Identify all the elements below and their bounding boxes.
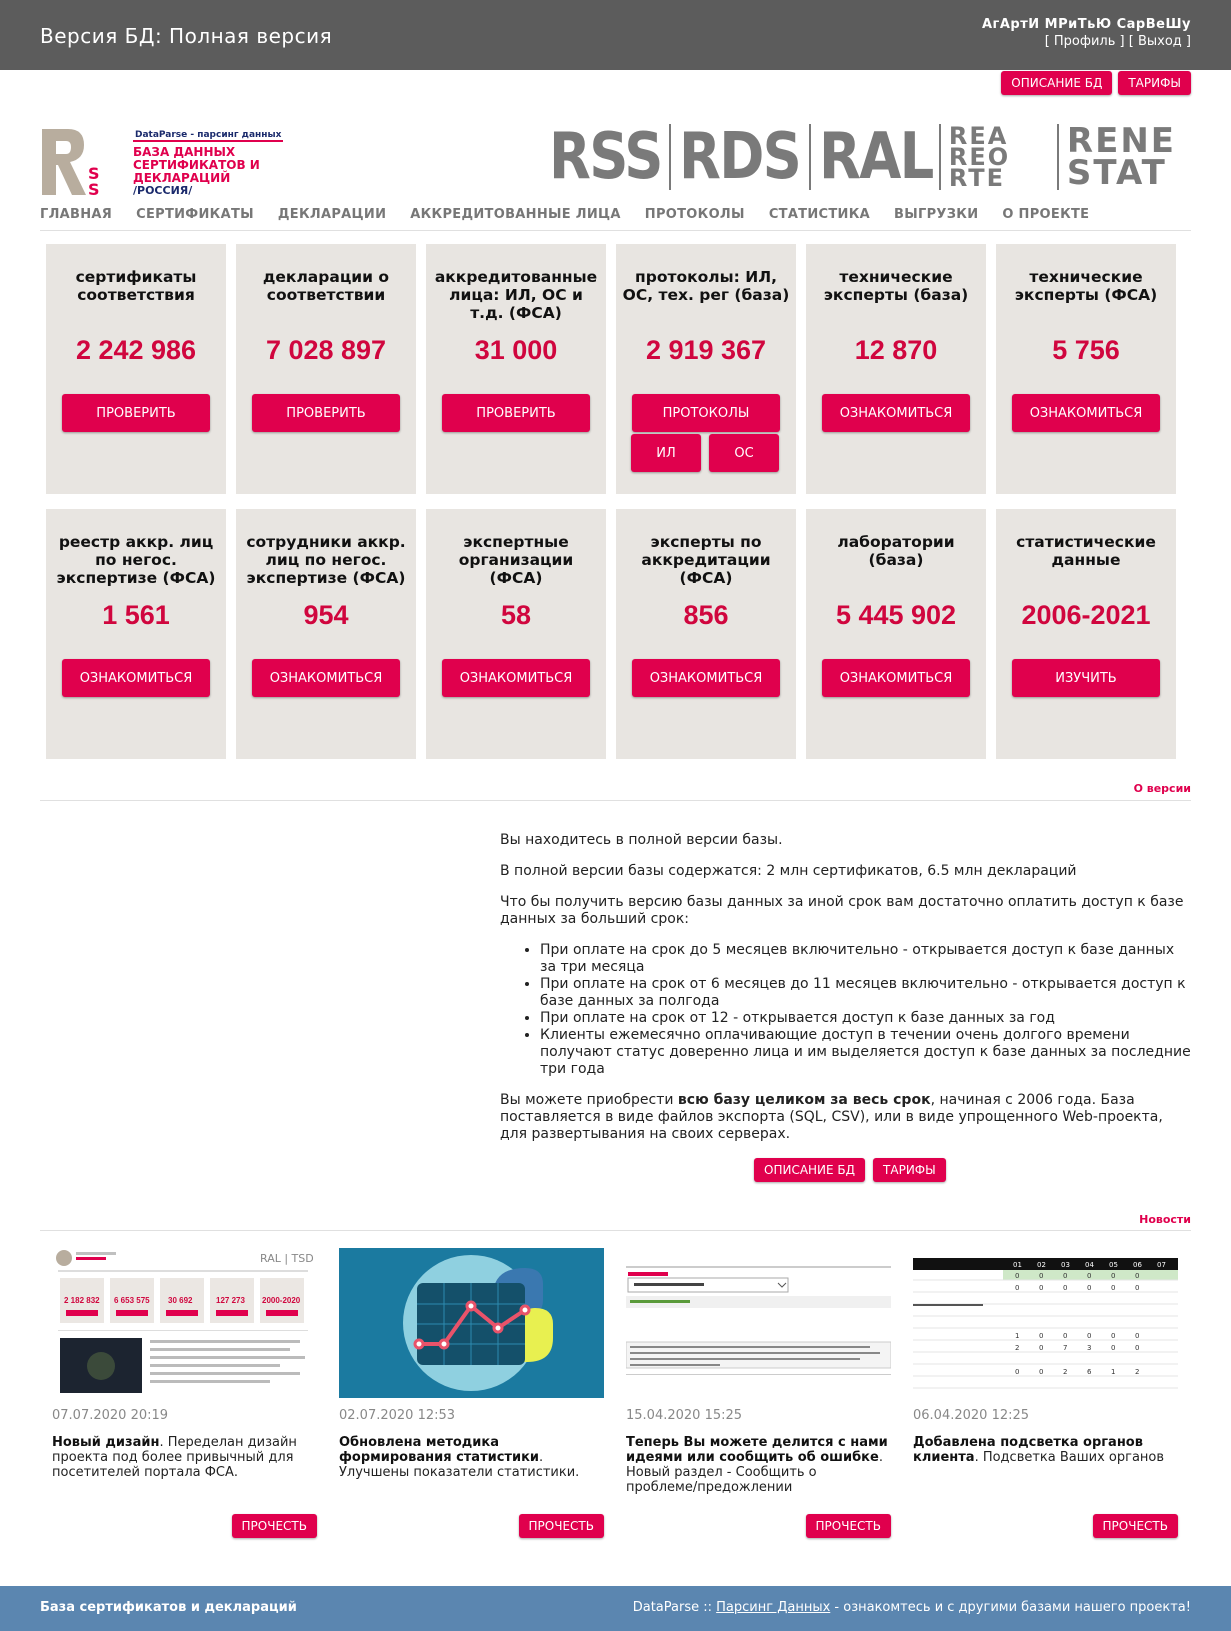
svg-text:0: 0 [1135,1284,1140,1292]
svg-text:0: 0 [1015,1272,1020,1280]
card-check-button[interactable]: ПРОВЕРИТЬ [62,394,210,432]
brand-separator [669,124,671,190]
card-title: лаборатории (база) [837,533,955,569]
logo-line3: ДЕКЛАРАЦИЙ [133,171,231,186]
footer-title: База сертификатов и деклараций [40,1600,297,1615]
news-text [626,1435,891,1495]
footer-right [633,1600,1191,1615]
brand-rene-line2: STAT [1066,153,1167,193]
info-list-item: • Клиенты ежемесячно оплачивающие доступ в течении очень долгого времени получают статус доверенно лица и им выделяется доступ к базе данных за последние три года [540,1027,1192,1078]
svg-text:2: 2 [1135,1368,1140,1376]
card-title: декларации о соответствии [262,268,390,304]
news-date: 07.07.2020 20:19 [52,1408,169,1423]
info-buttons [754,1158,946,1182]
news-headline: Новый дизайн [52,1435,160,1450]
svg-text:6 653 575: 6 653 575 [114,1296,150,1305]
nav-about[interactable]: О ПРОЕКТЕ [1002,207,1090,222]
card-value: 5 445 902 [835,600,957,630]
svg-text:0: 0 [1135,1272,1140,1280]
stat-card-protocols [616,244,796,494]
stat-card-tech-experts-base [806,244,986,494]
svg-text:6: 6 [1087,1368,1092,1376]
stat-card-staff-nongov [236,509,416,759]
version-info [500,832,1192,1157]
footer-text: DataParse :: [632,1600,717,1615]
news-date: 15.04.2020 15:25 [626,1408,743,1423]
news-link[interactable]: Новости [1139,1213,1191,1226]
svg-text:0: 0 [1111,1344,1116,1352]
card-value: 2 919 367 [645,335,767,365]
svg-text:0: 0 [1087,1284,1092,1292]
logo-line1: БАЗА ДАННЫХ [133,145,236,160]
svg-text:S: S [88,164,100,183]
svg-text:2: 2 [1063,1368,1068,1376]
news-summary: . Подсветка Ваших органов [974,1450,1165,1465]
info-bold-text: всю базу целиком за весь срок [677,1092,931,1108]
stat-card-certificates [46,244,226,494]
card-view-button[interactable]: ОЗНАКОМИТЬСЯ [62,659,210,697]
read-news-button[interactable]: ПРОЧЕСТЬ [232,1514,317,1538]
logo-line2: СЕРТИФИКАТОВ И [133,158,260,173]
news-thumbnail-highlight-table[interactable] [913,1248,1178,1398]
stat-card-statistics [996,509,1176,759]
stats-grid [46,244,1176,759]
card-view-button[interactable]: ОЗНАКОМИТЬСЯ [442,659,590,697]
user-name: АгАртИ МРиТьЮ СарВеШу [982,17,1191,32]
svg-text:07: 07 [1157,1261,1166,1269]
info-list-item: • При оплате на срок от 12 - открывается доступ к базе данных за год [540,1010,1192,1027]
svg-text:0: 0 [1039,1284,1044,1292]
stat-card-declarations [236,244,416,494]
news-summary: . Новый раздел - Сообщить о проблеме/предожлении [626,1450,883,1495]
card-title: технические эксперты (база) [823,268,969,304]
card-value: 12 870 [854,335,938,365]
svg-text:0: 0 [1111,1284,1116,1292]
svg-text:2000-2020: 2000-2020 [262,1296,301,1305]
card-title: аккредитованные лица: ИЛ, ОС и т.д. (ФСА) [434,268,598,322]
svg-text:0: 0 [1015,1284,1020,1292]
svg-text:06: 06 [1133,1261,1142,1269]
nav-certificates[interactable]: СЕРТИФИКАТЫ [136,207,254,222]
news-date: 02.07.2020 12:53 [339,1408,456,1423]
svg-text:S: S [88,180,100,197]
card-value: 5 756 [1052,335,1120,365]
read-news-button[interactable]: ПРОЧЕСТЬ [519,1514,604,1538]
top-bar [0,0,1231,70]
footer-text: - ознакомтесь и с другими базами нашего проекта! [830,1600,1191,1615]
svg-text:0: 0 [1111,1272,1116,1280]
card-view-button[interactable]: ОЗНАКОМИТЬСЯ [822,659,970,697]
card-title: технические эксперты (ФСА) [1014,268,1158,304]
brand-rea-line3: RTE [948,163,1006,192]
svg-text:7: 7 [1063,1344,1068,1352]
info-paragraph: Вы находитесь в полной версии базы. [500,832,783,848]
card-value: 954 [303,600,349,630]
svg-text:0: 0 [1039,1368,1044,1376]
svg-text:04: 04 [1085,1261,1094,1269]
svg-text:0: 0 [1015,1368,1020,1376]
stat-card-tech-experts-fsa [996,244,1176,494]
nav-exports[interactable]: ВЫГРУЗКИ [894,207,979,222]
footer [0,1586,1231,1631]
divider [40,1230,1191,1231]
svg-text:0: 0 [1087,1332,1092,1340]
svg-text:2 182 832: 2 182 832 [64,1296,100,1305]
stat-card-expert-orgs [426,509,606,759]
news-item [52,1248,317,1538]
info-text: , начиная с 2006 года. База поставляется в виде файлов экспорта (SQL, CSV), или в виде упрощенного Web-проекта, для развертывания на своих серверах. [500,1092,1163,1142]
news-list [52,1248,1178,1538]
read-news-button[interactable]: ПРОЧЕСТЬ [806,1514,891,1538]
card-value: 31 000 [474,335,558,365]
brand-ral[interactable]: RAL [818,120,933,194]
info-list-item: • При оплате на срок от 6 месяцев до 11 месяцев включительно - открывается доступ к базе данных за полгода [540,976,1192,1010]
svg-text:0: 0 [1111,1332,1116,1340]
card-title: эксперты по аккредитации (ФСА) [641,533,771,587]
logo-text [133,126,283,197]
card-check-button[interactable]: ПРОВЕРИТЬ [442,394,590,432]
card-study-button[interactable]: ИЗУЧИТЬ [1012,659,1160,697]
news-summary: . Переделан дизайн проекта под более привычный для посетителей портала ФСА. [52,1435,297,1480]
brand-rea[interactable] [948,121,1049,192]
news-headline: Теперь Вы можете делится с нами идеями или сообщить об ошибке [626,1435,888,1465]
svg-text:05: 05 [1109,1261,1118,1269]
divider [40,800,1191,801]
news-thumbnail-feedback-form[interactable] [626,1248,891,1398]
news-item [913,1248,1178,1538]
card-title: протоколы: ИЛ, ОС, тех. рег (база) [622,268,790,304]
card-title: реестр аккр. лиц по негос. экспертизе (ФСА) [56,533,216,587]
news-text [339,1435,604,1480]
news-thumbnail-site-screenshot[interactable] [52,1248,317,1398]
nav-home[interactable]: ГЛАВНАЯ [40,207,113,222]
svg-text:02: 02 [1037,1261,1046,1269]
card-value: 2 242 986 [75,335,197,365]
svg-text:127 273: 127 273 [216,1296,245,1305]
card-check-button[interactable]: ПРОВЕРИТЬ [252,394,400,432]
stat-card-laboratories [806,509,986,759]
about-version-link[interactable]: О версии [1133,782,1191,795]
brand-separator [809,124,811,190]
svg-text:0: 0 [1087,1272,1092,1280]
svg-text:0: 0 [1063,1284,1068,1292]
news-thumbnail-chart-illustration[interactable] [339,1248,604,1398]
tariffs-button[interactable]: ТАРИФЫ [1118,71,1191,95]
card-value: 856 [683,600,729,630]
db-description-button[interactable]: ОПИСАНИЕ БД [754,1158,865,1182]
card-title: сертификаты соответствия [75,268,197,304]
card-title: экспертные организации (ФСА) [458,533,574,587]
card-value: 7 028 897 [265,335,387,365]
tariffs-button[interactable]: ТАРИФЫ [873,1158,946,1182]
read-news-button[interactable]: ПРОЧЕСТЬ [1093,1514,1178,1538]
project-brands [548,120,1176,194]
card-view-button[interactable]: ОЗНАКОМИТЬСЯ [1012,394,1160,432]
svg-text:1: 1 [1111,1368,1116,1376]
svg-text:0: 0 [1039,1344,1044,1352]
card-view-button[interactable]: ОЗНАКОМИТЬСЯ [632,659,780,697]
protocols-il-button[interactable]: ИЛ [631,434,701,472]
news-text [52,1435,317,1480]
svg-text:0: 0 [1039,1272,1044,1280]
card-title: статистические данные [1016,533,1156,569]
profile-link[interactable]: [ Профиль ] [1044,34,1125,49]
protocols-os-button[interactable]: ОС [709,434,779,472]
stat-card-accreditation-experts [616,509,796,759]
brand-separator [939,124,941,190]
svg-text:2: 2 [1015,1344,1020,1352]
parsing-data-link[interactable]: Парсинг Данных [716,1600,831,1615]
card-value: 1 561 [102,600,170,630]
news-text [913,1435,1178,1465]
svg-text:0: 0 [1063,1272,1068,1280]
svg-text:30 692: 30 692 [168,1296,193,1305]
svg-text:3: 3 [1087,1344,1092,1352]
svg-text:0: 0 [1135,1332,1140,1340]
svg-text:1: 1 [1015,1332,1020,1340]
stat-card-registry-nongov [46,509,226,759]
brand-rea-line1: REA [948,121,1009,150]
brand-rss[interactable]: RSS [548,120,662,194]
news-summary: . Улучшены показатели статистики. [339,1450,580,1480]
svg-text:01: 01 [1013,1261,1022,1269]
nav-accredited[interactable]: АККРЕДИТОВАННЫЕ ЛИЦА [410,207,621,222]
card-view-button[interactable]: ОЗНАКОМИТЬСЯ [252,659,400,697]
svg-text:03: 03 [1061,1261,1070,1269]
db-version-title: Версия БД: Полная версия [40,24,333,48]
rss-logo-icon[interactable] [40,127,104,197]
logo-tagline: DataParse - парсинг данных [133,131,283,142]
news-headline: Обновлена методика формирования статистики [339,1435,540,1465]
info-list-item: • При оплате на срок до 5 месяцев включительно - открывается доступ к базе данных за три месяца [540,942,1192,976]
protocols-button[interactable]: ПРОТОКОЛЫ [632,394,780,432]
main-nav [40,207,1191,231]
nav-statistics[interactable]: СТАТИСТИКА [768,207,871,222]
svg-text:RAL | TSD: RAL | TSD [260,1252,314,1265]
card-value: 58 [500,600,532,630]
info-paragraph: В полной версии базы содержатся: 2 млн сертификатов, 6.5 млн деклараций [500,863,1077,879]
brand-rene-line1: RENE [1066,121,1176,161]
nav-protocols[interactable]: ПРОТОКОЛЫ [644,207,745,222]
card-value: 2006-2021 [1021,600,1151,630]
brand-rene-stat[interactable] [1066,121,1176,193]
top-links [1001,71,1191,95]
svg-text:0: 0 [1135,1344,1140,1352]
svg-text:0: 0 [1039,1332,1044,1340]
info-text: Вы можете приобрести [500,1092,678,1108]
news-item [339,1248,604,1538]
user-panel [982,17,1191,49]
stat-card-accredited [426,244,606,494]
logo-country: /РОССИЯ/ [133,184,193,198]
info-paragraph: Что бы получить версию базы данных за иной срок вам достаточно оплатить доступ к базе данных за больший срок: [500,894,1184,927]
info-paragraph [500,1092,1192,1143]
brand-rds[interactable]: RDS [678,120,801,194]
db-description-button[interactable]: ОПИСАНИЕ БД [1001,71,1112,95]
news-headline: Добавлена подсветка органов клиента [913,1435,1143,1465]
brand-separator [1057,124,1059,190]
news-item [626,1248,891,1538]
info-list [540,942,1192,1078]
svg-text:0: 0 [1063,1332,1068,1340]
card-view-button[interactable]: ОЗНАКОМИТЬСЯ [822,394,970,432]
nav-declarations[interactable]: ДЕКЛАРАЦИИ [277,207,387,222]
news-date: 06.04.2020 12:25 [913,1408,1030,1423]
brand-rea-line2: REO [948,142,1011,171]
card-title: сотрудники аккр. лиц по негос. экспертизе (ФСА) [246,533,406,587]
logout-link[interactable]: [ Выход ] [1128,34,1191,49]
